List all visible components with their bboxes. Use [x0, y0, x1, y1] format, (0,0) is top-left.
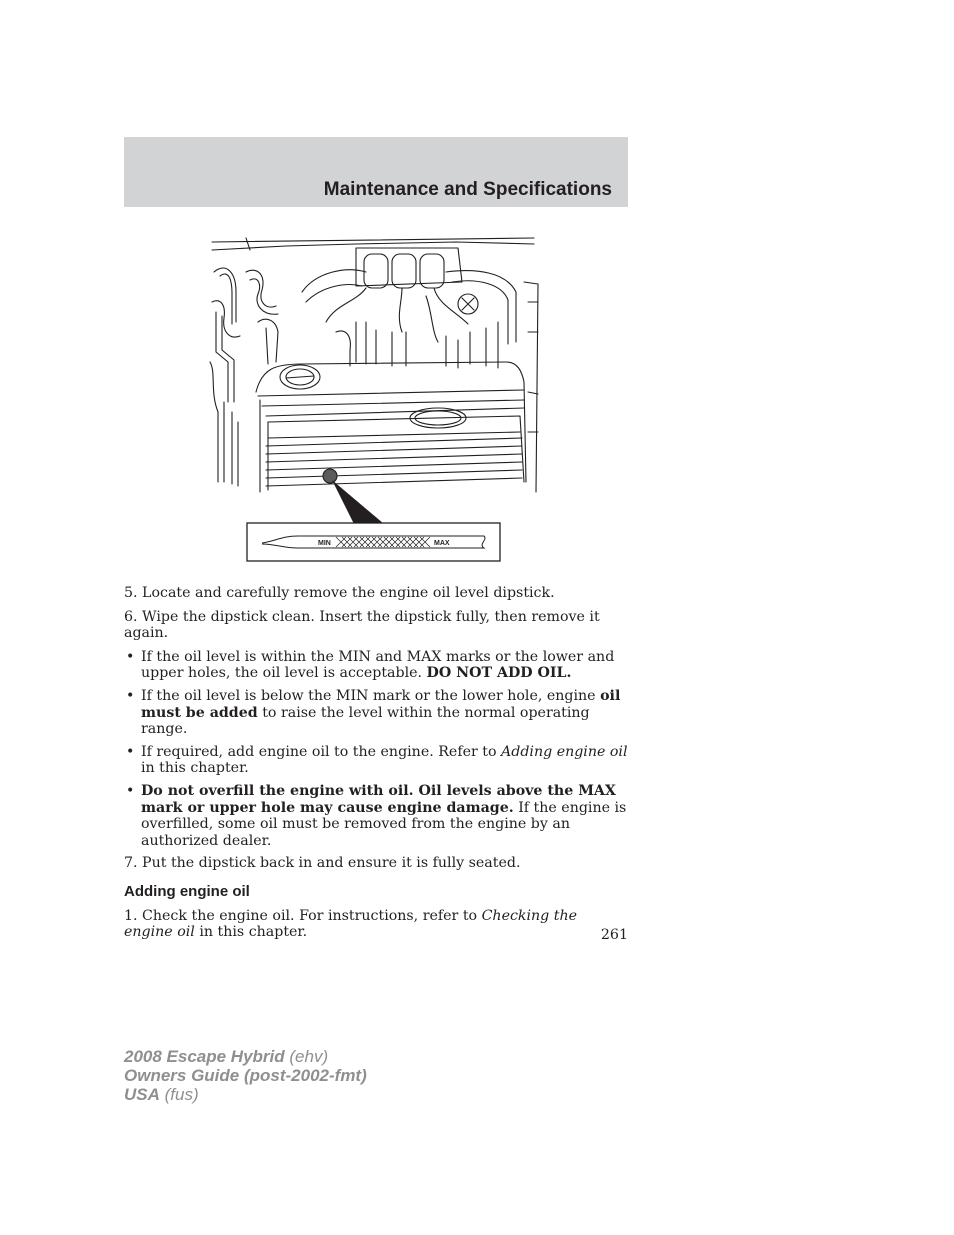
dipstick-min-label: MIN — [318, 540, 331, 547]
section-title: Maintenance and Specifications — [323, 179, 612, 200]
footer-line-market: USA (fus) — [124, 1085, 199, 1104]
header-band — [124, 137, 628, 207]
cross-reference: Checking the engine oil — [124, 907, 578, 941]
footer-line-guide: Owners Guide (post-2002-fmt) — [124, 1066, 367, 1085]
bullet-dot: • — [126, 782, 135, 799]
cross-reference: Adding engine oil — [501, 743, 628, 760]
engine-line-drawing — [206, 232, 542, 564]
bullet-acceptable-level: • If the oil level is within the MIN and MAX marks or the lower and upper holes, the oil level is acceptable. DO NOT ADD OIL. — [126, 648, 615, 682]
step-6: 6. Wipe the dipstick clean. Insert the dipstick fully, then remove it again. — [124, 608, 600, 642]
page-number: 261 — [600, 927, 628, 943]
bullet-add-oil-reference: • If required, add engine oil to the engine. Refer to Adding engine oil in this chapter. — [126, 743, 628, 777]
bullet-dot: • — [126, 687, 135, 704]
body-text — [124, 585, 630, 948]
adding-oil-step-1: 1. Check the engine oil. For instructions, refer to Checking the engine oil in this chapter. — [124, 907, 578, 941]
dipstick-max-label: MAX — [434, 540, 450, 547]
footer-line-model: 2008 Escape Hybrid (ehv) — [124, 1047, 329, 1066]
bullet-below-min: • If the oil level is below the MIN mark or the lower hole, engine oil must be added to raise the level within the normal operating range. — [126, 687, 621, 738]
subsection-heading: Adding engine oil — [124, 882, 250, 900]
bullet-overfill-warning: • Do not overfill the engine with oil. Oil levels above the MAX mark or upper hole may cause engine damage. If the engine is overfilled, some oil must be removed from the engine by an authorized dealer. — [126, 782, 627, 849]
step-7: 7. Put the dipstick back in and ensure it is fully seated. — [124, 855, 521, 872]
bullet-dot: • — [126, 648, 135, 665]
engine-dipstick-illustration — [206, 232, 542, 564]
step-5: 5. Locate and carefully remove the engine oil level dipstick. — [124, 585, 555, 601]
bullet-dot: • — [126, 743, 135, 760]
document-footer — [124, 1047, 367, 1104]
